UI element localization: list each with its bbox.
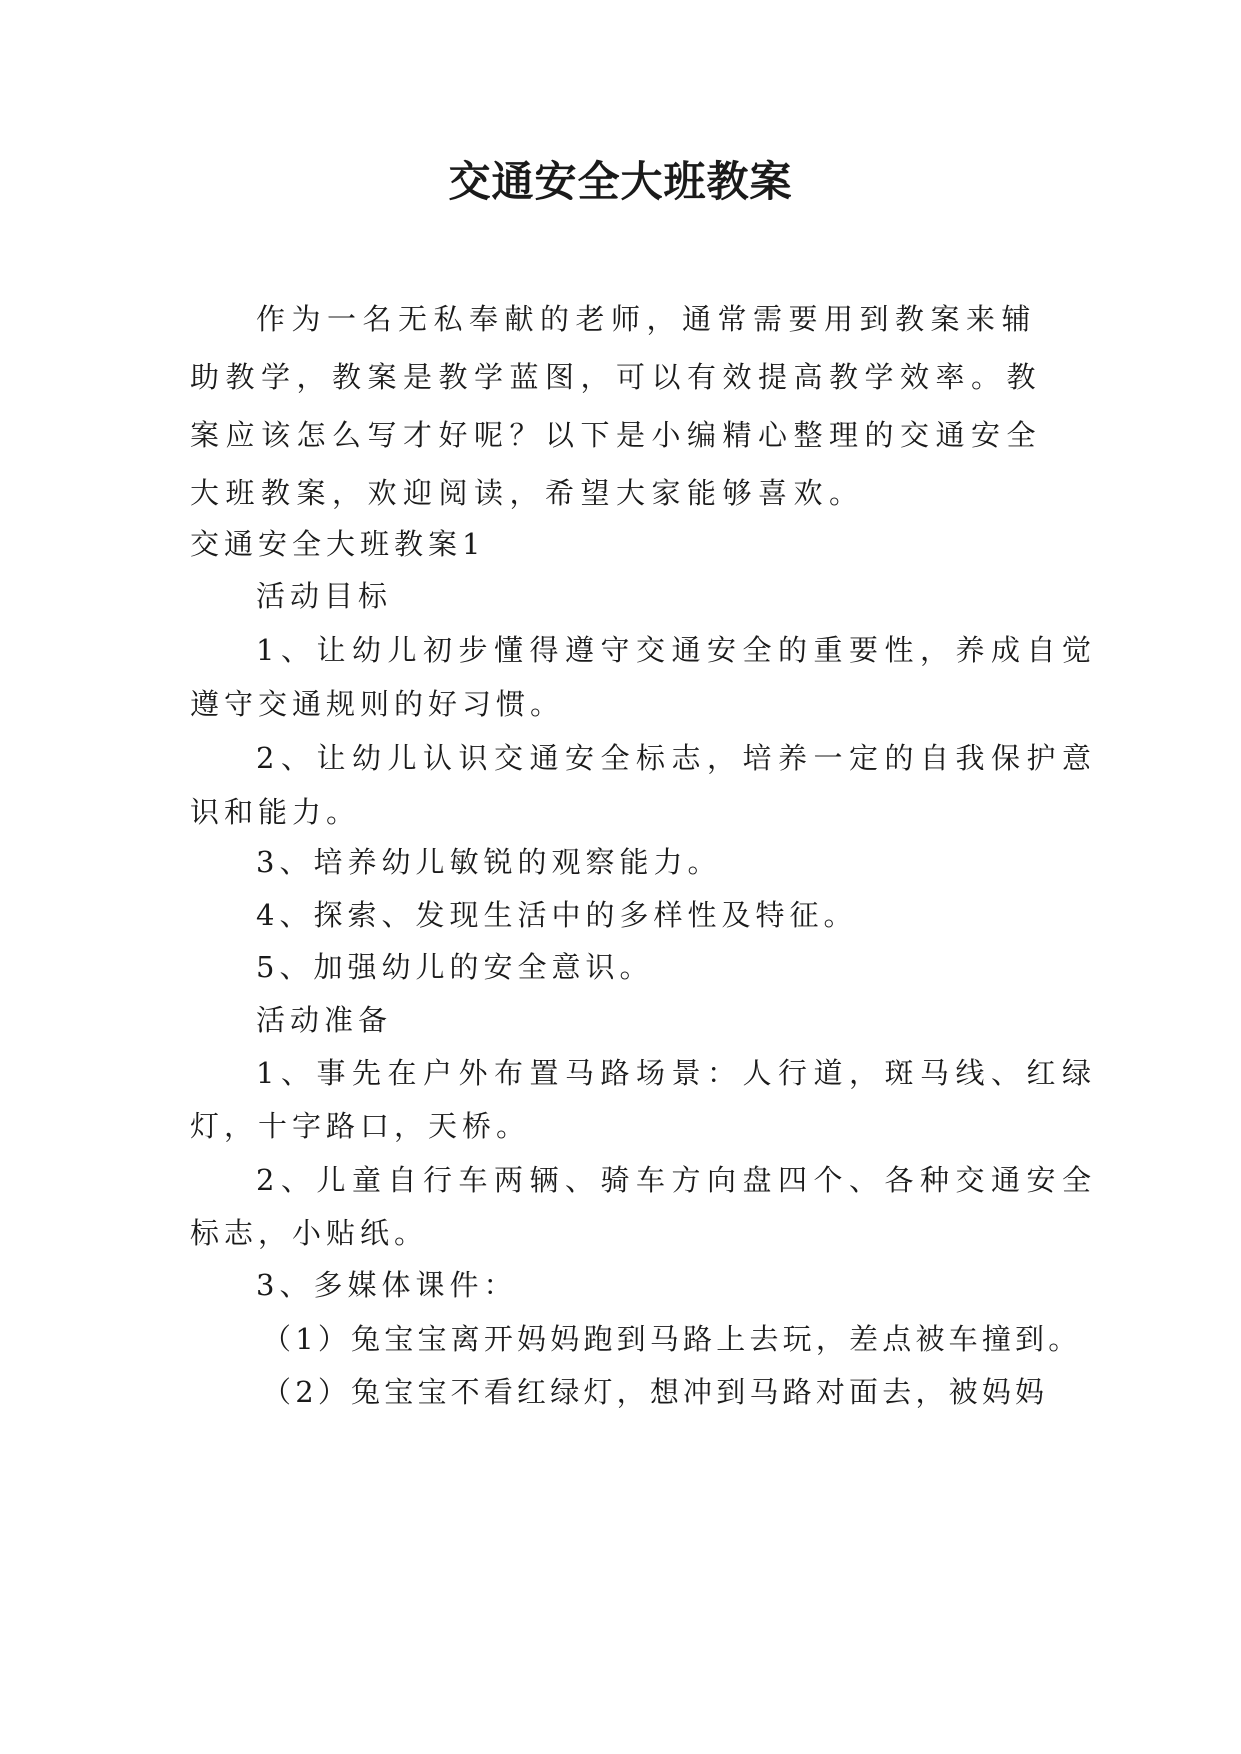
goal-1-line-2: 遵守交通规则的好习惯。 bbox=[190, 687, 565, 721]
prep-3-item-2: （2）兔宝宝不看红绿灯，想冲到马路对面去，被妈妈 bbox=[262, 1375, 1049, 1409]
prep-3: 3、多媒体课件： bbox=[256, 1268, 518, 1302]
goals-heading: 活动目标 bbox=[256, 579, 393, 613]
goal-2-line-2: 识和能力。 bbox=[190, 795, 361, 829]
goal-5: 5、加强幼儿的安全意识。 bbox=[256, 950, 654, 984]
goal-4: 4、探索、发现生活中的多样性及特征。 bbox=[256, 898, 858, 932]
prep-1-line-1: 1、事先在户外布置马路场景：人行道，斑马线、红绿 bbox=[256, 1056, 1098, 1090]
intro-paragraph: 作为一名无私奉献的老师，通常需要用到教案来辅助教学，教案是教学蓝图，可以有效提高教学效率。教案应该怎么写才好呢？以下是小编精心整理的交通安全大班教案，欢迎阅读，希望大家能够喜欢。 bbox=[190, 302, 1043, 510]
goal-1-line-1: 1、让幼儿初步懂得遵守交通安全的重要性，养成自觉 bbox=[256, 633, 1098, 667]
document-title: 交通安全大班教案 bbox=[448, 157, 793, 206]
prep-3-item-1: （1）兔宝宝离开妈妈跑到马路上去玩，差点被车撞到。 bbox=[262, 1322, 1082, 1356]
goal-3: 3、培养幼儿敏锐的观察能力。 bbox=[256, 845, 722, 879]
goal-2-line-1: 2、让幼儿认识交通安全标志，培养一定的自我保护意 bbox=[256, 741, 1098, 775]
prep-heading: 活动准备 bbox=[256, 1003, 393, 1037]
prep-1-line-2: 灯，十字路口，天桥。 bbox=[190, 1109, 531, 1143]
prep-2-line-2: 标志，小贴纸。 bbox=[190, 1216, 429, 1250]
prep-2-line-1: 2、儿童自行车两辆、骑车方向盘四个、各种交通安全 bbox=[256, 1163, 1098, 1197]
section-heading: 交通安全大班教案1 bbox=[190, 527, 486, 561]
